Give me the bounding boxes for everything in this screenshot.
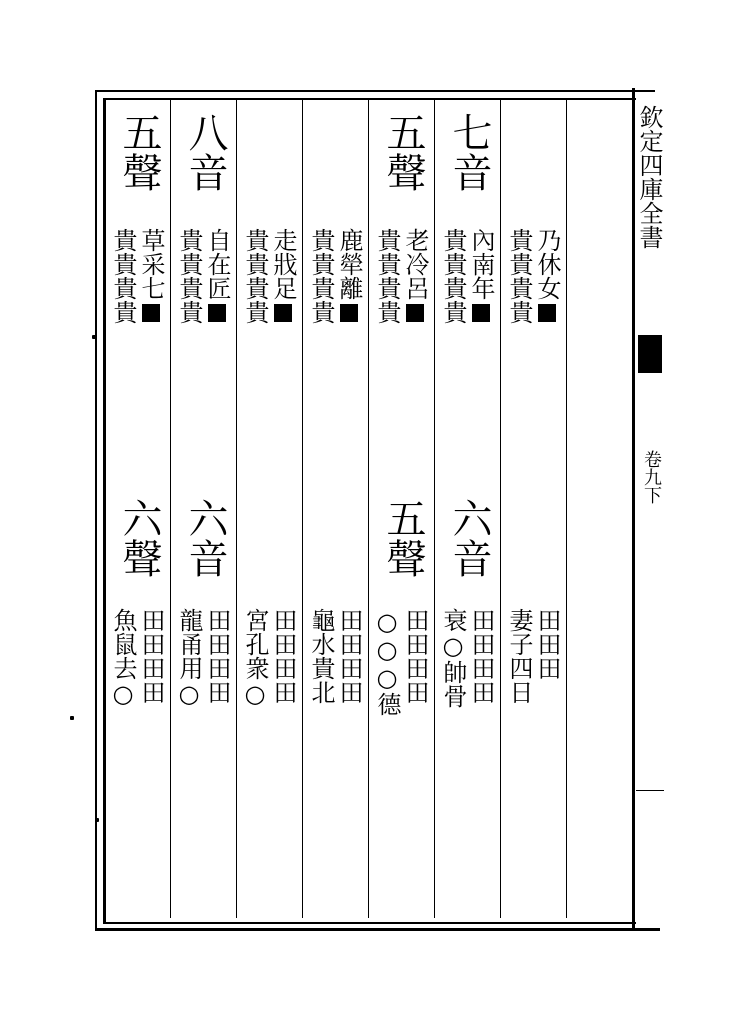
black-block-mark (274, 304, 292, 322)
book-title: 欽定四庫全書 (635, 105, 663, 249)
upper-entry-line (269, 228, 298, 322)
lower-entry-line (109, 608, 138, 708)
lower-entry-line (203, 608, 232, 704)
heading-upper: 八音 (182, 112, 228, 192)
lower-entry: 宮孔衆○ (241, 608, 269, 708)
heading-lower: 六聲 (116, 498, 162, 578)
heading-upper: 五聲 (380, 112, 426, 192)
upper-entry: 貴貴貴貴 (373, 228, 401, 324)
lower-entry: 田田田田 (467, 608, 495, 704)
upper-entry: 自在匠 (203, 228, 231, 300)
outer-border-bottom (95, 928, 660, 931)
black-block-mark (472, 304, 490, 322)
upper-entry-line (401, 228, 430, 322)
column-divider (500, 100, 501, 918)
text-column (304, 110, 368, 910)
upper-entry: 貴貴貴貴 (109, 228, 137, 324)
upper-entry: 內南年 (467, 228, 495, 300)
upper-entry-line (307, 228, 336, 324)
lower-entry: 田田田田 (203, 608, 231, 704)
upper-entry-line (373, 228, 402, 324)
lower-entry-line (505, 608, 534, 704)
upper-entry-line (109, 228, 138, 324)
upper-entry: 貴貴貴貴 (241, 228, 269, 324)
upper-entry-line (203, 228, 232, 322)
lower-entry: 龍甬用○ (175, 608, 203, 708)
lower-entry: 田田田田 (335, 608, 363, 704)
heading-lower: 六音 (446, 498, 492, 578)
upper-entry: 貴貴貴貴 (505, 228, 533, 324)
fishtail-mark (638, 335, 662, 373)
black-block-mark (142, 304, 160, 322)
text-column (370, 110, 434, 910)
lower-entry-line (241, 608, 270, 708)
upper-entry-line (467, 228, 496, 322)
text-column (436, 110, 500, 910)
upper-entry-line (439, 228, 468, 324)
lower-entry-line (373, 608, 402, 716)
black-block-mark (538, 304, 556, 322)
upper-entry: 鹿犖離 (335, 228, 363, 300)
lower-entry-line (467, 608, 496, 704)
scan-speck (70, 716, 74, 720)
lower-entry: 田田田田 (269, 608, 297, 704)
lower-entry-line (335, 608, 364, 704)
lower-entry-line (307, 608, 336, 704)
lower-entry-line (401, 608, 430, 704)
black-block-mark (208, 304, 226, 322)
outer-border-top (95, 90, 655, 92)
lower-entry-line (439, 608, 468, 708)
heading-lower: 五聲 (380, 498, 426, 578)
scan-speck (92, 335, 96, 339)
column-divider (236, 100, 237, 918)
lower-entry: 妻子四日 (505, 608, 533, 704)
lower-entry-line (137, 608, 166, 704)
upper-entry: 貴貴貴貴 (175, 228, 203, 324)
upper-entry-line (241, 228, 270, 324)
upper-entry-line (175, 228, 204, 324)
heading-lower: 六音 (182, 498, 228, 578)
upper-entry: 草采七 (137, 228, 165, 300)
scan-speck (95, 818, 99, 822)
volume-label: 卷九下 (641, 450, 662, 504)
lower-entry: 龜水貴北 (307, 608, 335, 704)
lower-entry: 田田田 (533, 608, 561, 680)
upper-entry: 老冷呂 (401, 228, 429, 300)
black-block-mark (406, 304, 424, 322)
upper-entry: 貴貴貴貴 (307, 228, 335, 324)
heading-upper: 七音 (446, 112, 492, 192)
lower-entry-line (175, 608, 204, 708)
lower-entry-line (269, 608, 298, 704)
lower-entry: 衰○帥骨 (439, 608, 467, 708)
lower-entry: 田田田田 (137, 608, 165, 704)
upper-entry: 乃休女 (533, 228, 561, 300)
lower-entry-line (533, 608, 562, 680)
column-divider (434, 100, 435, 918)
lower-entry: 魚鼠去○ (109, 608, 137, 708)
column-divider (302, 100, 303, 918)
upper-entry-line (505, 228, 534, 324)
lower-entry: 田田田田 (401, 608, 429, 704)
column-divider (170, 100, 171, 918)
text-column (172, 110, 236, 910)
margin-rule (636, 790, 664, 791)
upper-entry: 貴貴貴貴 (439, 228, 467, 324)
upper-entry-line (137, 228, 166, 322)
upper-entry-line (335, 228, 364, 322)
text-column (106, 110, 170, 910)
text-column (238, 110, 302, 910)
upper-entry-line (533, 228, 562, 322)
column-divider (566, 100, 567, 918)
outer-border-left (95, 90, 97, 930)
column-divider (368, 100, 369, 918)
text-column (502, 110, 566, 910)
lower-entry: ○○○德 (373, 608, 401, 716)
upper-entry: 走戕足 (269, 228, 297, 300)
heading-upper: 五聲 (116, 112, 162, 192)
black-block-mark (340, 304, 358, 322)
